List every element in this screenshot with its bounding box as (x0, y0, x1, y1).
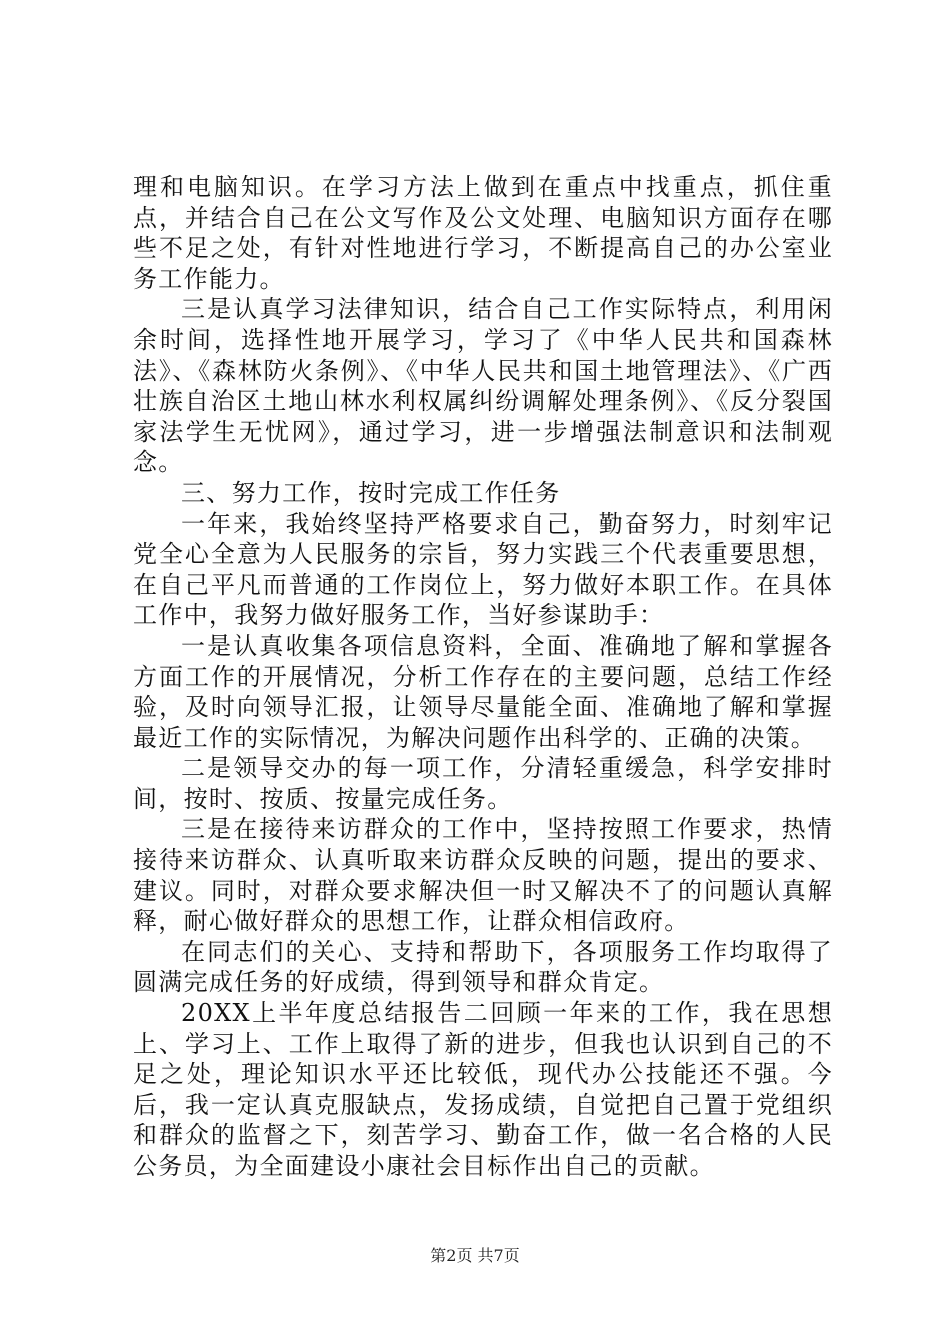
paragraph-assigned-tasks: 二是领导交办的每一项工作，分清轻重缓急，科学安排时间，按时、按质、按量完成任务。 (133, 754, 833, 813)
paragraph-year-overview: 一年来，我始终坚持严格要求自己，勤奋努力，时刻牢记党全心全意为人民服务的宗旨，努力实践三个代表重要思想，在自己平凡而普通的工作岗位上，努力做好本职工作。在具体工作中，我努力做好服务工作，当好参谋助手： (133, 509, 833, 630)
paragraph-summary-outlook: 20XX上半年度总结报告二回顾一年来的工作，我在思想上、学习上、工作上取得了新的进步，但我也认识到自己的不足之处，理论知识水平还比较低，现代办公技能还不强。今后，我一定认真克服缺点，发扬成绩，自觉把自己置于党组织和群众的监督之下，刻苦学习、勤奋工作，做一名合格的人民公务员，为全面建设小康社会目标作出自己的贡献。 (133, 999, 833, 1180)
paragraph-continuation: 理和电脑知识。在学习方法上做到在重点中找重点，抓住重点，并结合自己在公文写作及公文处理、电脑知识方面存在哪些不足之处，有针对性地进行学习，不断提高自己的办公室业务工作能力。 (133, 173, 833, 293)
page-number-footer: 第2页 共7页 (430, 1246, 520, 1265)
section-heading-work: 三、努力工作，按时完成工作任务 (181, 478, 561, 507)
paragraph-legal-study: 三是认真学习法律知识，结合自己工作实际特点，利用闲余时间，选择性地开展学习，学习了《中华人民共和国森林法》、《森林防火条例》、《中华人民共和国土地管理法》、《广西壮族自治区土地山林水利权属纠纷调解处理条例》、《反分裂国家法学生无忧网》，通过学习，进一步增强法制意识和法制观念。 (133, 295, 833, 477)
paragraph-info-collection: 一是认真收集各项信息资料，全面、准确地了解和掌握各方面工作的开展情况，分析工作存在的主要问题，总结工作经验，及时向领导汇报，让领导尽量能全面、准确地了解和掌握最近工作的实际情况，为解决问题作出科学的、正确的决策。 (133, 631, 833, 752)
paragraph-achievements: 在同志们的关心、支持和帮助下，各项服务工作均取得了圆满完成任务的好成绩，得到领导和群众肯定。 (133, 937, 833, 997)
document-body (133, 172, 833, 1182)
paragraph-public-reception: 三是在接待来访群众的工作中，坚持按照工作要求，热情接待来访群众、认真听取来访群众反映的问题，提出的要求、建议。同时，对群众要求解决但一时又解决不了的问题认真解释，耐心做好群众的思想工作，让群众相信政府。 (133, 815, 833, 936)
